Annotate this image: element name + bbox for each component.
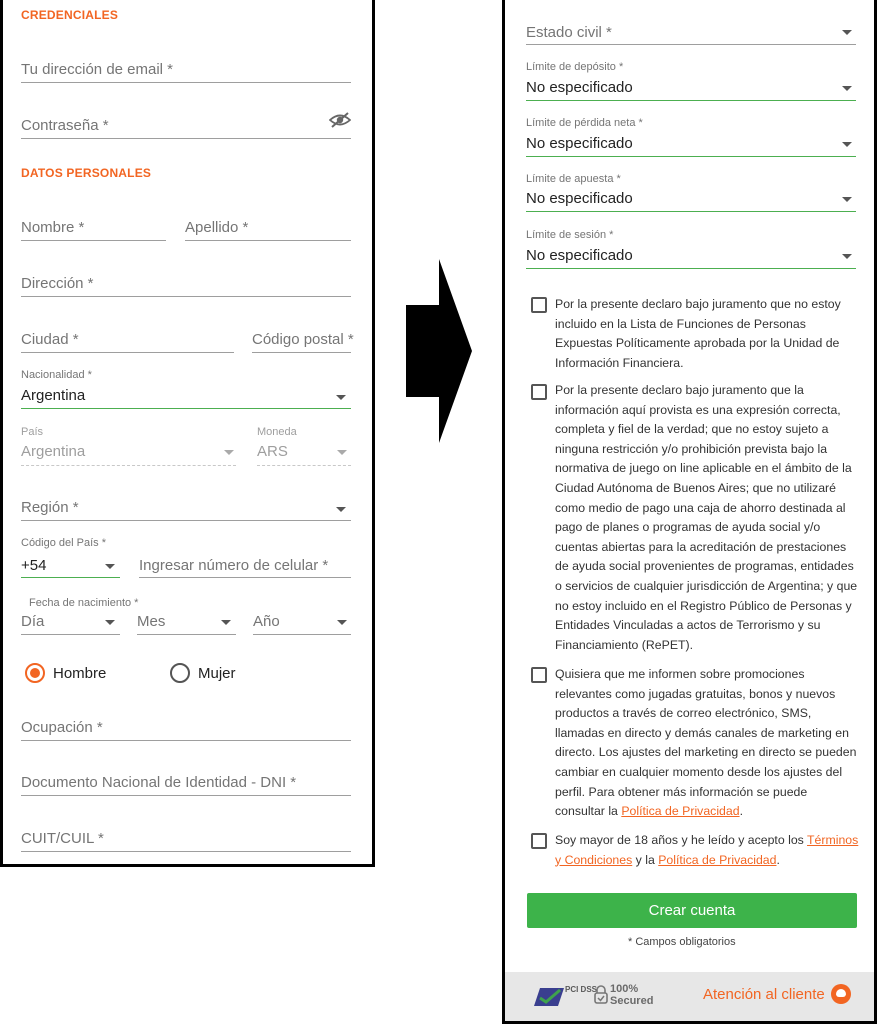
currency-label: Moneda xyxy=(257,426,297,438)
truth-declaration-checkbox[interactable] xyxy=(531,384,547,400)
year-underline xyxy=(253,634,351,635)
nationality-underline xyxy=(21,408,351,409)
secured-badge-bottom: Secured xyxy=(610,995,654,1007)
deposit-limit-chevron-down-icon[interactable] xyxy=(842,86,852,91)
pci-dss-badge: PCI DSS xyxy=(565,985,598,994)
month-select[interactable]: Mes xyxy=(137,613,166,630)
terms-checkbox[interactable] xyxy=(531,833,547,849)
occupation-underline xyxy=(21,740,351,741)
terms-and: y la xyxy=(635,852,655,867)
last-name-underline xyxy=(185,240,351,241)
required-fields-note: * Campos obligatorios xyxy=(628,936,736,948)
country-code-select[interactable]: +54 xyxy=(21,557,47,574)
deposit-limit-select[interactable]: No especificado xyxy=(526,79,633,96)
city-underline xyxy=(21,352,234,353)
phone-underline xyxy=(139,577,351,578)
country-underline xyxy=(21,465,236,466)
country-code-chevron-down-icon[interactable] xyxy=(105,564,115,569)
nationality-select[interactable]: Argentina xyxy=(21,387,86,404)
privacy-policy-link[interactable]: Política de Privacidad xyxy=(621,804,740,819)
gender-female-label[interactable]: Mujer xyxy=(198,665,236,682)
secured-badge-top: 100% xyxy=(610,983,639,995)
currency-select: ARS xyxy=(257,443,288,460)
net-loss-limit-underline xyxy=(526,156,856,157)
net-loss-limit-chevron-down-icon[interactable] xyxy=(842,142,852,147)
marketing-consent-checkbox[interactable] xyxy=(531,667,547,683)
terms-end: . xyxy=(776,852,780,867)
create-account-button[interactable]: Crear cuenta xyxy=(527,893,857,928)
day-select[interactable]: Día xyxy=(21,613,45,630)
country-code-label: Código del País * xyxy=(21,537,106,549)
truth-declaration-text: Por la presente declaro bajo juramento que la información aquí provista es una expresión correcta, completa y fiel de la verdad; que no estoy sujeto a ninguna restricción y/o prohibición prevista bajo la normativa de juego on line aplicable en el ámbito de la Ciudad Autónoma de Buenos Aires; que no utilizaré como medio de pago una caja de ahorro destinada al pago de planes o programas de ayuda social y/o cuentas abiertas para la acreditación de prestaciones de ayuda social provenientes de programas, entidades o servicios de cualquier jurisdicción de Argentina; y que no estoy incluido en el Registro Público de Personas y Entidades Vinculadas a actos de Terrorismo y su Financiamiento (RePET). xyxy=(555,383,858,652)
year-chevron-down-icon[interactable] xyxy=(337,620,347,625)
postal-code-field[interactable]: Código postal * xyxy=(252,331,354,348)
nationality-label: Nacionalidad * xyxy=(21,369,92,381)
region-chevron-down-icon[interactable] xyxy=(336,507,346,512)
postal-code-underline xyxy=(252,352,351,353)
country-code-underline xyxy=(21,577,120,578)
occupation-field[interactable]: Ocupación * xyxy=(21,719,103,736)
deposit-limit-underline xyxy=(526,100,856,101)
year-select[interactable]: Año xyxy=(253,613,280,630)
terms-privacy-link[interactable]: Política de Privacidad xyxy=(658,852,777,867)
session-limit-underline xyxy=(526,268,856,269)
bet-limit-label: Límite de apuesta * xyxy=(526,173,621,185)
lock-icon xyxy=(594,984,608,1004)
dni-field[interactable]: Documento Nacional de Identidad - DNI * xyxy=(21,774,297,791)
customer-support-link[interactable]: Atención al cliente xyxy=(703,986,825,1003)
month-underline xyxy=(137,634,236,635)
session-limit-label: Límite de sesión * xyxy=(526,229,614,241)
bet-limit-select[interactable]: No especificado xyxy=(526,190,633,207)
civil-status-chevron-down-icon[interactable] xyxy=(842,30,852,35)
cuit-underline xyxy=(21,851,351,852)
session-limit-select[interactable]: No especificado xyxy=(526,247,633,264)
region-select[interactable]: Región * xyxy=(21,499,79,516)
pci-dss-logo-icon xyxy=(534,986,564,1006)
marketing-consent-text xyxy=(555,665,860,822)
footer-bar xyxy=(505,972,874,1021)
first-name-field[interactable]: Nombre * xyxy=(21,219,85,236)
gender-male-radio[interactable] xyxy=(25,663,45,683)
net-loss-limit-label: Límite de pérdida neta * xyxy=(526,117,643,129)
personal-data-section-title: DATOS PERSONALES xyxy=(21,166,152,180)
civil-status-select[interactable]: Estado civil * xyxy=(526,24,612,41)
registration-form-part-2 xyxy=(502,0,877,1024)
marketing-consent-end: . xyxy=(739,804,743,819)
credentials-section-title: CREDENCIALES xyxy=(21,8,119,22)
day-chevron-down-icon[interactable] xyxy=(105,620,115,625)
dni-underline xyxy=(21,795,351,796)
birthdate-label: Fecha de nacimiento * xyxy=(29,597,139,609)
cuit-field[interactable]: CUIT/CUIL * xyxy=(21,830,104,847)
pep-declaration-checkbox[interactable] xyxy=(531,297,547,313)
civil-status-underline xyxy=(526,44,856,45)
last-name-field[interactable]: Apellido * xyxy=(185,219,249,236)
gender-female-radio[interactable] xyxy=(170,663,190,683)
email-underline xyxy=(21,82,351,83)
password-underline xyxy=(21,138,351,139)
address-field[interactable]: Dirección * xyxy=(21,275,94,292)
email-field[interactable]: Tu dirección de email * xyxy=(21,61,174,78)
region-underline xyxy=(21,520,351,521)
password-field[interactable]: Contraseña * xyxy=(21,117,109,134)
registration-form-part-1 xyxy=(0,0,375,867)
hide-password-eye-icon[interactable] xyxy=(329,112,351,128)
marketing-consent-body: Quisiera que me informen sobre promociones relevantes como jugadas gratuitas, bonos y nuevos productos a través de correo electrónico, SMS, llamadas en directo y demás canales de marketing en directo. Los ajustes del marketing en directo se pueden cambiar en cualquier momento desde los ajustes del perfil. Para obtener más información se puede consultar la xyxy=(555,667,857,819)
terms-prefix: Soy mayor de 18 años y he leído y acepto los xyxy=(555,833,804,847)
currency-underline xyxy=(257,465,351,466)
phone-field[interactable]: Ingresar número de celular * xyxy=(139,557,329,574)
terms-text xyxy=(555,831,860,870)
country-label: País xyxy=(21,426,44,438)
session-limit-chevron-down-icon[interactable] xyxy=(842,254,852,259)
headset-support-icon[interactable] xyxy=(831,984,851,1004)
terms-link[interactable]: Términos y Condiciones xyxy=(555,833,859,867)
country-chevron-down-icon xyxy=(224,450,234,455)
day-underline xyxy=(21,634,120,635)
first-name-underline xyxy=(21,240,166,241)
address-underline xyxy=(21,296,351,297)
month-chevron-down-icon[interactable] xyxy=(221,620,231,625)
gender-male-label[interactable]: Hombre xyxy=(53,665,107,682)
bet-limit-underline xyxy=(526,211,856,212)
nationality-chevron-down-icon[interactable] xyxy=(336,395,346,400)
country-select: Argentina xyxy=(21,443,86,460)
bet-limit-chevron-down-icon[interactable] xyxy=(842,197,852,202)
net-loss-limit-select[interactable]: No especificado xyxy=(526,135,633,152)
currency-chevron-down-icon xyxy=(337,450,347,455)
pep-declaration-text: Por la presente declaro bajo juramento que no estoy incluido en la Lista de Funciones de Personas Expuestas Políticamente aprobada por la Unidad de Información Financiera. xyxy=(555,297,841,370)
deposit-limit-label: Límite de depósito * xyxy=(526,61,624,73)
right-arrow-icon xyxy=(402,255,474,447)
city-field[interactable]: Ciudad * xyxy=(21,331,79,348)
